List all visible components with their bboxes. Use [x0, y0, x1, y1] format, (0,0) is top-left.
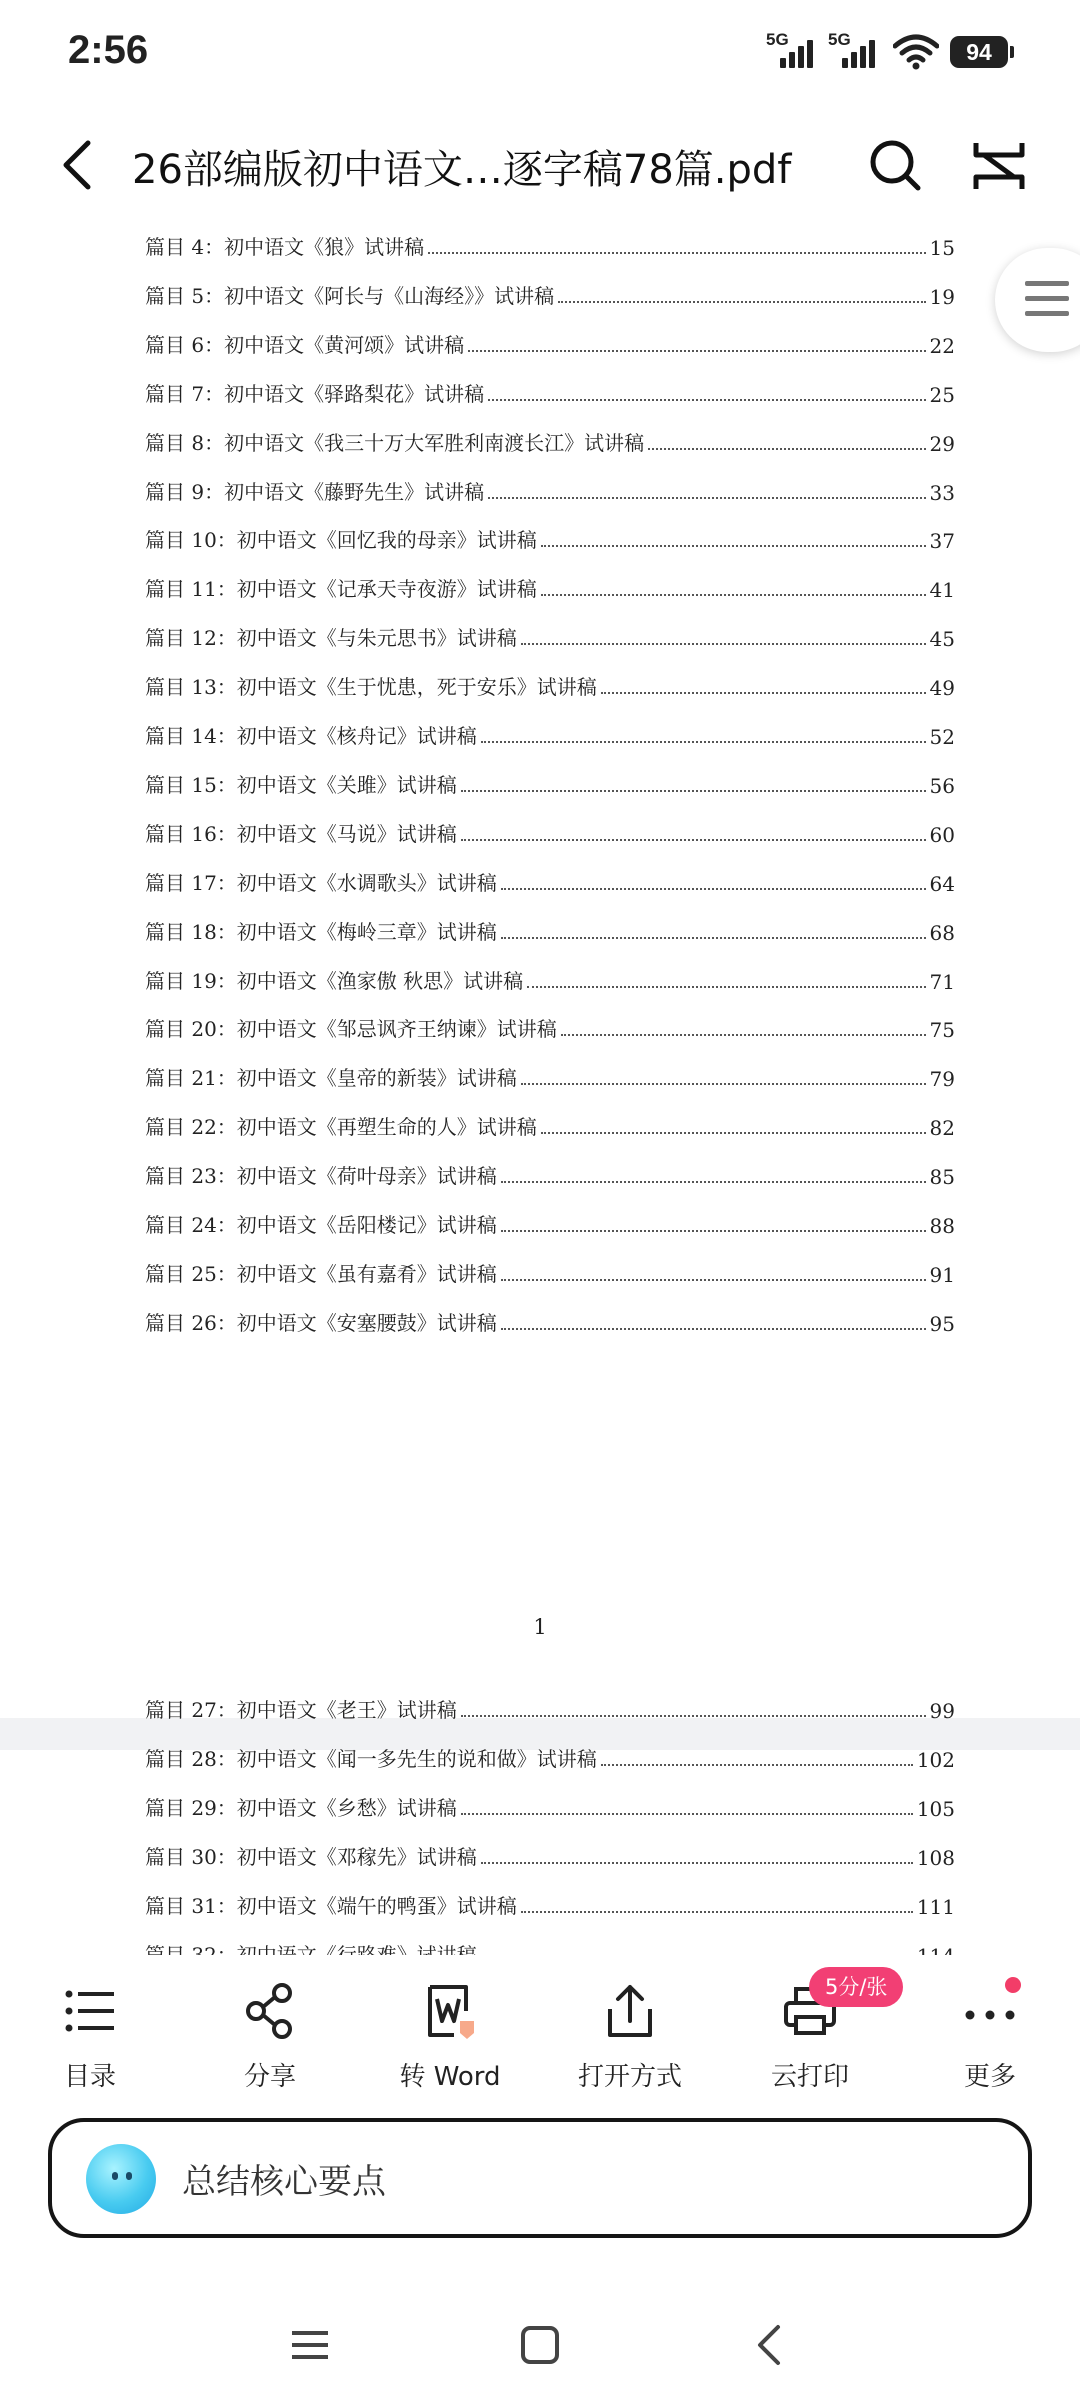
toc-leader-dots [461, 1715, 926, 1717]
toc-leader-dots [601, 1764, 913, 1766]
toc-entry-title: 篇目 4：初中语文《狼》试讲稿 [145, 235, 425, 259]
toc-leader-dots [541, 594, 926, 596]
notification-dot [1005, 1977, 1021, 1993]
toc-entry-page: 45 [929, 627, 955, 652]
toc-entry[interactable] [145, 905, 955, 945]
toc-leader-dots [461, 839, 926, 841]
toc-entry-page: 108 [916, 1845, 955, 1870]
toc-leader-dots [648, 448, 925, 450]
toc-entry[interactable] [145, 318, 955, 358]
word-convert-icon [420, 1981, 480, 2041]
toc-leader-dots [481, 741, 926, 743]
toc-entry-page: 102 [916, 1747, 955, 1772]
ai-summary-bar[interactable] [48, 2118, 1032, 2238]
toc-leader-dots [541, 1132, 926, 1134]
toc-entry-page: 111 [916, 1894, 955, 1919]
share-button[interactable] [195, 1955, 345, 2095]
toc-entry[interactable] [145, 1198, 955, 1238]
document-title: 26部编版初中语文…逐字稿78篇.pdf [132, 147, 792, 193]
toc-entry[interactable] [145, 269, 955, 309]
toc-entry-title: 篇目 14：初中语文《核舟记》试讲稿 [145, 724, 477, 748]
more-button[interactable] [915, 1955, 1065, 2095]
toc-entry[interactable] [145, 1683, 955, 1723]
toc-leader-dots [521, 643, 926, 645]
toc-entry[interactable] [145, 709, 955, 749]
toc-entry-title: 篇目 18：初中语文《梅岭三章》试讲稿 [145, 919, 497, 944]
toc-entry[interactable] [145, 1879, 955, 1919]
toc-entry-page: 91 [929, 1262, 955, 1287]
toc-leader-dots [488, 497, 925, 499]
toc-entry-page: 19 [929, 284, 955, 309]
toc-entry-title: 篇目 7：初中语文《驿路梨花》试讲稿 [145, 381, 485, 406]
toc-entry[interactable] [145, 856, 955, 896]
toc-entry-page: 99 [929, 1699, 955, 1723]
toc-entry[interactable] [145, 1051, 955, 1091]
toc-entry[interactable] [145, 1100, 955, 1140]
toc-entry[interactable] [145, 1830, 955, 1870]
toc-leader-dots [501, 937, 926, 939]
toc-leader-dots [461, 1813, 913, 1815]
status-time: 2:56 [68, 28, 149, 72]
ai-avatar-icon [86, 2144, 156, 2214]
status-bar [0, 0, 1080, 105]
toc-leader-dots [501, 1279, 926, 1281]
toc-leader-dots [461, 790, 926, 792]
toc-leader-dots [521, 1083, 926, 1085]
toc-entry[interactable] [145, 758, 955, 798]
toc-entry-title: 篇目 31：初中语文《端午的鸭蛋》试讲稿 [145, 1893, 517, 1918]
toc-entry-title: 篇目 13：初中语文《生于忧患，死于安乐》试讲稿 [145, 675, 597, 700]
wifi-icon [893, 34, 939, 70]
page-number: 1 [533, 1615, 547, 1639]
toc-entry-page: 95 [929, 1311, 955, 1336]
toc-entry-page: 79 [929, 1067, 955, 1092]
toc-entry[interactable] [145, 416, 955, 456]
toc-entry-title: 篇目 25：初中语文《虽有嘉肴》试讲稿 [145, 1261, 497, 1286]
toc-leader-dots [488, 399, 925, 401]
toc-entry-title: 篇目 24：初中语文《岳阳楼记》试讲稿 [145, 1213, 497, 1237]
toc-entry-page: 105 [916, 1796, 955, 1821]
cellular-signal-2-icon [828, 32, 890, 68]
upload-icon [600, 1981, 660, 2041]
toc-entry-title: 篇目 10：初中语文《回忆我的母亲》试讲稿 [145, 528, 537, 553]
open-with-label: 打开方式 [577, 2062, 682, 2092]
toc-entry[interactable] [145, 367, 955, 407]
toc-leader-dots [541, 545, 926, 547]
open-with-button[interactable] [555, 1955, 705, 2095]
toc-entry-title: 篇目 19：初中语文《渔家傲 秋思》试讲稿 [145, 968, 524, 993]
toc-entry[interactable] [145, 660, 955, 700]
toc-entry-title: 篇目 9：初中语文《藤野先生》试讲稿 [145, 479, 485, 504]
share-label: 分享 [243, 2062, 296, 2092]
toc-entry[interactable] [145, 513, 955, 553]
toc-entry-title: 篇目 21：初中语文《皇帝的新装》试讲稿 [145, 1066, 517, 1091]
toc-entry-page: 68 [929, 920, 955, 945]
toc-entry-page: 33 [929, 480, 955, 505]
back-triangle-icon[interactable] [740, 2315, 800, 2375]
menu-lines-icon[interactable] [280, 2315, 340, 2375]
toc-entry-title: 篇目 15：初中语文《关雎》试讲稿 [145, 772, 457, 797]
toc-leader-dots [561, 1034, 926, 1036]
toc-entry-page: 22 [929, 333, 955, 358]
toc-entry-page: 85 [929, 1165, 955, 1190]
toc-entry-title: 篇目 23：初中语文《荷叶母亲》试讲稿 [145, 1164, 497, 1189]
toc-entry[interactable] [145, 1149, 955, 1189]
toc-entry-page: 75 [929, 1018, 955, 1043]
toc-entry-title: 篇目 30：初中语文《邓稼先》试讲稿 [145, 1844, 477, 1869]
toc-entry[interactable] [145, 1732, 955, 1772]
toc-entry-title: 篇目 22：初中语文《再塑生命的人》试讲稿 [145, 1115, 537, 1140]
toc-label: 目录 [63, 2062, 116, 2092]
toc-entry-title: 篇目 20：初中语文《邹忌讽齐王纳谏》试讲稿 [145, 1017, 557, 1042]
toc-entry[interactable] [145, 611, 955, 651]
toc-leader-dots [527, 986, 925, 988]
toc-leader-dots [501, 1328, 926, 1330]
toc-entry-page: 82 [929, 1116, 955, 1141]
toc-button[interactable] [15, 1955, 165, 2095]
toc-entry-title: 篇目 8：初中语文《我三十万大军胜利南渡长江》试讲稿 [145, 430, 645, 455]
cloud-print-label: 云打印 [770, 2062, 849, 2092]
to-word-label: 转 Word [399, 2062, 501, 2092]
share-icon [240, 1981, 300, 2041]
battery-indicator: 94 [950, 36, 1008, 68]
toc-entry-title: 篇目 6：初中语文《黄河颂》试讲稿 [145, 332, 465, 357]
bottom-toolbar [0, 1955, 1080, 2095]
signal1-label: 5G [766, 30, 789, 49]
home-square-icon[interactable] [510, 2315, 570, 2375]
chevron-left-icon[interactable] [50, 135, 110, 195]
toc-entry-page: 37 [929, 529, 955, 554]
toc-entry-page: 60 [929, 822, 955, 847]
reading-mode-icon[interactable] [970, 137, 1028, 195]
list-icon [60, 1981, 120, 2041]
toc-entry[interactable] [145, 562, 955, 602]
to-word-button[interactable] [375, 1955, 525, 2095]
toc-entry-page: 49 [929, 676, 955, 701]
toc-entry-title: 篇目 29：初中语文《乡愁》试讲稿 [145, 1795, 457, 1820]
toc-entry-title: 篇目 26：初中语文《安塞腰鼓》试讲稿 [145, 1310, 497, 1335]
search-icon[interactable] [865, 135, 925, 195]
toc-entry-page: 88 [929, 1214, 955, 1238]
toc-entry-page: 64 [929, 871, 955, 896]
toc-entry-title: 篇目 16：初中语文《马说》试讲稿 [145, 821, 457, 846]
toc-leader-dots [558, 301, 925, 303]
side-menu-button[interactable] [995, 248, 1080, 352]
toc-entry[interactable] [145, 1296, 955, 1336]
toc-leader-dots [481, 1862, 913, 1864]
toc-entry[interactable] [145, 465, 955, 505]
toc-leader-dots [601, 692, 926, 694]
toc-entry-page: 56 [929, 773, 955, 798]
ai-summary-label: 总结核心要点 [182, 2162, 386, 2202]
toc-entry-page: 52 [929, 725, 955, 749]
toc-entry[interactable] [145, 1247, 955, 1287]
toc-entry-title: 篇目 11：初中语文《记承天寺夜游》试讲稿 [145, 577, 537, 602]
print-price-badge: 5分/张 [809, 1967, 903, 2007]
toc-entry-title: 篇目 27：初中语文《老王》试讲稿 [145, 1698, 457, 1722]
toc-entry-title: 篇目 28：初中语文《闻一多先生的说和做》试讲稿 [145, 1746, 597, 1771]
toc-entry-page: 41 [929, 578, 955, 603]
toc-entry[interactable] [145, 1002, 955, 1042]
signal2-label: 5G [828, 30, 851, 49]
more-label: 更多 [963, 2062, 1016, 2092]
toc-entry-page: 25 [929, 382, 955, 407]
toc-leader-dots [521, 1911, 913, 1913]
toc-entry-page: 29 [929, 431, 955, 456]
toc-entry-page: 15 [929, 236, 955, 260]
toc-entry-title: 篇目 12：初中语文《与朱元思书》试讲稿 [145, 626, 517, 651]
system-nav-bar [0, 2295, 1080, 2401]
toc-leader-dots [501, 888, 926, 890]
toc-entry-page: 71 [929, 969, 955, 994]
toc-leader-dots [428, 252, 925, 254]
toc-leader-dots [468, 350, 925, 352]
toc-entry-title: 篇目 5：初中语文《阿长与《山海经》》试讲稿 [145, 283, 555, 308]
toc-entry[interactable] [145, 220, 955, 260]
toc-entry-title: 篇目 17：初中语文《水调歌头》试讲稿 [145, 870, 497, 895]
cellular-signal-1-icon [766, 32, 828, 68]
toc-entry[interactable] [145, 807, 955, 847]
toc-leader-dots [501, 1181, 926, 1183]
toc-leader-dots [501, 1230, 926, 1232]
toc-entry[interactable] [145, 954, 955, 994]
title-bar [0, 110, 1080, 220]
toc-entry[interactable] [145, 1781, 955, 1821]
